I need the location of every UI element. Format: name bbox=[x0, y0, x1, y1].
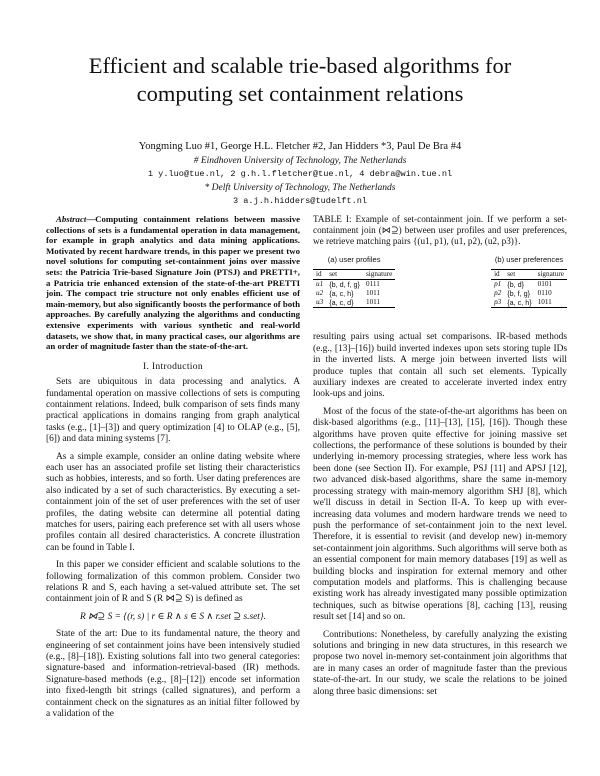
preference-id: p1 bbox=[494, 280, 502, 289]
table-caption: TABLE I: Example of set-containment join. If we perform a set-containment join (⋈⊇) between user profiles and user preferences, we retrieve matching pairs {(u1, p1), (u1, p2), (u2, p3)}. bbox=[313, 214, 567, 246]
affiliation-1-emails: 1 y.luo@tue.nl, 2 g.h.l.fletcher@tue.nl, 4 debra@win.tue.nl bbox=[147, 169, 453, 179]
intro-paragraph-3: In this paper we consider efficient and scalable solutions to the following formalization of this common problem. Consider two relations R and S, each having a set-valued attribute set. The set containment join of R and S (R ⋈⊇ S) is defined as bbox=[46, 560, 300, 605]
profiles-subcaption: (a) user profiles bbox=[327, 255, 381, 264]
preferences-header-signature: signature bbox=[537, 270, 564, 279]
disk-based-paragraph: Most of the focus of the state-of-the-art algorithms has been on disk-based algorithms (e.g., [11]–[13], [15], [16]). Though these algorithms have proven quite effective for joining massive set collections, the performance of these solutions is bounded by their underlying in-memory processing strategies, where less work has been done (see Section II). For example, PSJ [11] and APSJ [12], two advanced disk-based algorithms, share the same in-memory processing strategy with main-memory algorithm SHJ [8], which we'll discuss in detail in Section II-A. To keep up with ever-increasing data volumes and modern hardware trends we need to push the performance of set-containment join to the next level. Therefore, it is essential to revisit (and develop new) in-memory set-containment join algorithms. Such algorithms will serve both as an essential component for main memory databases [19] as well as building blocks and inspiration for external memory and other computation models and platforms. This is challenging because existing work has already investigated many possible optimization techniques, such as bitwise operations [8], caching [13], reusing result set [14] and so on. bbox=[313, 406, 567, 623]
preference-set: {b, f, g} bbox=[507, 289, 531, 299]
preferences-header-id: id bbox=[494, 270, 500, 279]
preference-id: p2 bbox=[494, 289, 502, 298]
user-profiles-table bbox=[313, 269, 395, 308]
abstract-lead: Abstract bbox=[56, 214, 87, 224]
affiliation-2-name: * Delft University of Technology, The Netherlands bbox=[204, 183, 396, 193]
preference-signature: 1011 bbox=[537, 298, 552, 307]
profile-id: u3 bbox=[316, 298, 324, 307]
table-row bbox=[491, 289, 567, 298]
example-tables bbox=[313, 254, 567, 308]
preference-set: {a, c, h} bbox=[507, 298, 532, 308]
preference-set: {b, d} bbox=[507, 280, 525, 290]
paper-title bbox=[40, 52, 560, 108]
preference-signature: 0110 bbox=[537, 289, 552, 298]
left-column bbox=[46, 214, 300, 721]
preference-signature: 0101 bbox=[537, 280, 553, 289]
profile-set: {b, d, f, g} bbox=[329, 280, 360, 290]
abstract bbox=[46, 214, 300, 352]
profile-signature: 1011 bbox=[365, 289, 381, 298]
ir-methods-paragraph: resulting pairs using actual set comparisons. IR-based methods (e.g., [13]–[16]) build inverted indexes upon sets storing tuple IDs in the inverted lists. A merge join between inverted lists will produce tuples that contain all such set elements. Typically auxiliary indexes are created to accelerate inverted index entry look-ups and joins. bbox=[313, 332, 567, 400]
title-line-2: computing set containment relations bbox=[136, 81, 464, 106]
section-heading-introduction: I. Introduction bbox=[143, 360, 203, 372]
profile-signature: 0111 bbox=[365, 280, 380, 289]
profiles-header-id: id bbox=[316, 270, 322, 279]
preferences-header-set: set bbox=[507, 270, 516, 279]
state-of-art-paragraph: State of the art: Due to its fundamental nature, the theory and engineering of set containment joins have been intensively studied (e.g., [8]–[18]). Existing solutions fall into two general categories: signature-based and information-retrieval-based (IR) methods. Signature-based methods (e.g., [8]–[12]) encode set information into fixed-length bit strings (called signatures), and perform a containment check on the signatures as an initial filter followed by a validation of the bbox=[46, 629, 300, 720]
right-column bbox=[313, 214, 567, 698]
profile-set: {a, c, d} bbox=[329, 298, 354, 308]
table-row bbox=[313, 289, 395, 298]
profile-id: u2 bbox=[316, 289, 324, 298]
title-line-1: Efficient and scalable trie-based algorithms for bbox=[88, 53, 512, 78]
table-row bbox=[491, 298, 567, 308]
profile-signature: 1011 bbox=[365, 298, 381, 307]
user-preferences-table bbox=[491, 269, 567, 308]
profiles-header-set: set bbox=[329, 270, 338, 279]
profiles-header-signature: signature bbox=[365, 270, 393, 279]
affiliation-2-email: 3 a.j.h.hidders@tudelft.nl bbox=[232, 196, 368, 206]
affiliation-1-name: # Eindhoven University of Technology, The Netherlands bbox=[193, 156, 407, 166]
profile-id: u1 bbox=[316, 280, 324, 289]
user-preferences-table-block bbox=[491, 254, 567, 308]
preferences-subcaption: (b) user preferences bbox=[494, 255, 564, 264]
set-containment-formula: R ⋈⊇ S = {(r, s) | r ∈ R ∧ s ∈ S ∧ r.set ⊇ s.set}. bbox=[79, 611, 267, 622]
user-profiles-table-block bbox=[313, 254, 395, 308]
table-row bbox=[313, 280, 395, 290]
table-row bbox=[491, 280, 567, 290]
profile-set: {a, c, h} bbox=[329, 289, 354, 299]
table-row bbox=[313, 298, 395, 308]
authors: Yongming Luo #1, George H.L. Fletcher #2, Jan Hidders *3, Paul De Bra #4 bbox=[138, 141, 462, 152]
intro-paragraph-2: As a simple example, consider an online dating website where each user has an associated profile set listing their characteristics such as hobbies, interests, and so forth. User dating preferences are also indicated by a set of such characteristics. By executing a set-containment join of the set of user preferences with the set of user profiles, the dating website can determine all potential dating matches for users, pairing each preference set with all users whose profiles contain all desired characteristics. A concrete illustration can be found in Table I. bbox=[46, 451, 300, 553]
intro-paragraph-1: Sets are ubiquitous in data processing and analytics. A fundamental operation on massive collections of sets is computing containment relations. Indeed, bulk comparison of sets finds many practical applications in domains ranging from graph analytical tasks (e.g., [1]–[3]) and query optimization [4] to OLAP (e.g., [5], [6]) and data mining systems [7]. bbox=[46, 377, 300, 445]
contributions-paragraph: Contributions: Nonetheless, by carefully analyzing the existing solutions and bringing in new data structures, in this research we propose two novel in-memory set-containment join algorithms that are in many cases an order of magnitude faster than the previous state-of-the-art. In our study, we scale the relations to be joined along three basic dimensions: set bbox=[313, 629, 567, 697]
preference-id: p3 bbox=[494, 298, 502, 307]
abstract-text: —Computing containment relations between massive collections of sets is a fundamental operation in data management, for example in graph analytics and data mining applications. Motivated by recent hardware trends, in this paper we present two novel solutions for computing set-containment joins over massive sets: the Patricia Trie-based Signature Join (PTSJ) and PRETTI+, a Patricia trie enhanced extension of the state-of-the-art PRETTI join. The compact trie structure not only enables efficient use of main-memory, but also significantly boosts the performance of both approaches. By carefully analyzing the algorithms and conducting extensive experiments with various synthetic and real-world datasets, we show that, in many practical cases, our algorithms are an order of magnitude faster than the state-of-the-art. bbox=[46, 214, 300, 352]
